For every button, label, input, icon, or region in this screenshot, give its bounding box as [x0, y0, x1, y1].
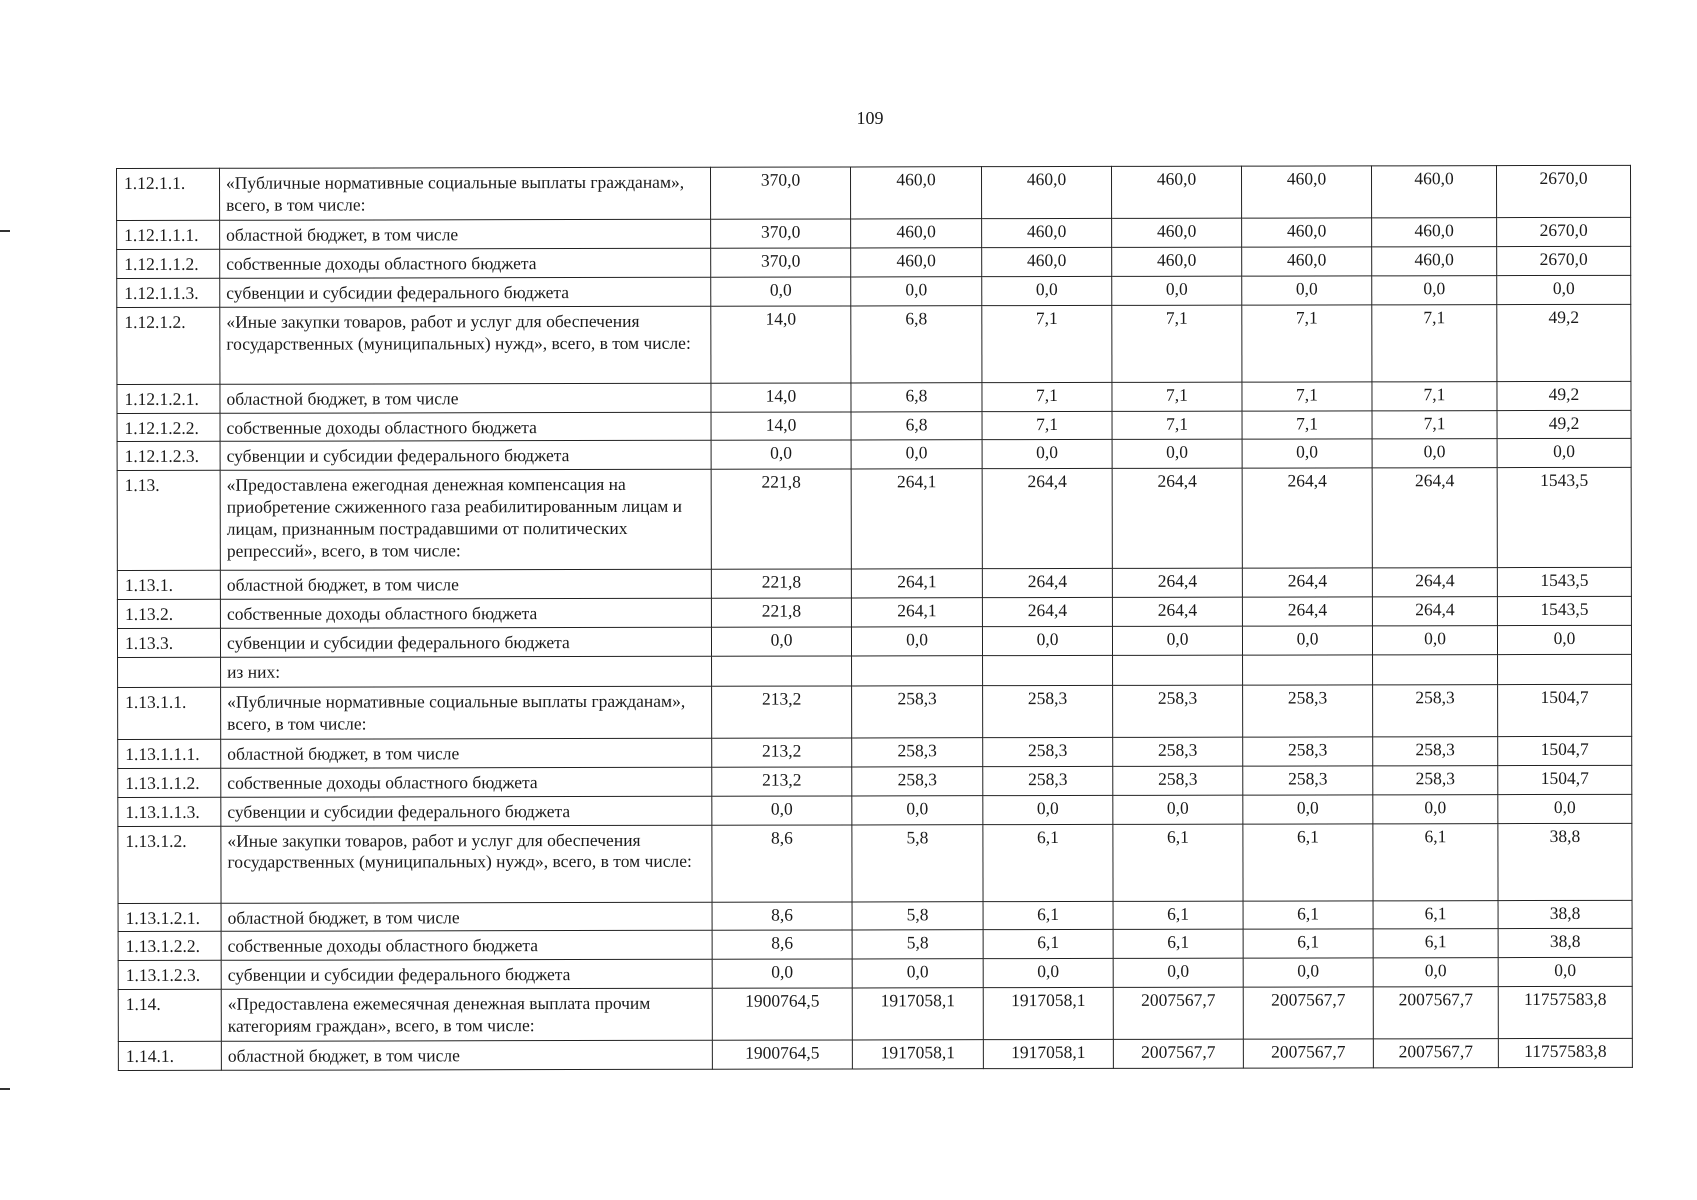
row-value: 6,1: [1113, 901, 1243, 930]
row-code: 1.12.1.1.1.: [117, 220, 220, 249]
table-row: [118, 794, 1632, 826]
row-value: 258,3: [852, 738, 983, 767]
row-code: 1.13.3.: [117, 628, 220, 657]
row-value: 49,2: [1497, 304, 1631, 381]
row-description: «Предоставлена ежегодная денежная компенсация на приобретение сжиженного газа реабилитированным лицам и лицам, признанным пострадавшими от политических репрессий», всего, в том числе:: [220, 470, 711, 571]
row-value: 460,0: [1242, 218, 1372, 247]
row-value: 0,0: [1242, 439, 1372, 468]
row-value: 370,0: [710, 167, 850, 219]
table-row: [117, 246, 1631, 278]
row-description: областной бюджет, в том числе: [220, 219, 711, 249]
row-value: 6,1: [1373, 929, 1498, 958]
row-value: 264,4: [1372, 597, 1497, 626]
row-value: 0,0: [1497, 625, 1631, 654]
row-value: 7,1: [982, 411, 1112, 440]
row-description: субвенции и субсидии федерального бюджета: [221, 960, 712, 990]
row-value: 0,0: [1373, 794, 1498, 823]
row-value: 6,8: [851, 382, 982, 411]
row-value: 7,1: [1112, 305, 1242, 382]
row-value: 7,1: [1242, 304, 1372, 381]
row-value: 460,0: [981, 166, 1111, 218]
row-code: 1.13.1.2.2.: [118, 932, 221, 961]
row-value: 258,3: [983, 737, 1113, 766]
row-value: 0,0: [983, 795, 1113, 824]
row-value: 460,0: [1242, 247, 1372, 276]
row-value: 5,8: [852, 901, 983, 930]
row-value: 7,1: [1112, 411, 1242, 440]
row-value: 6,1: [1373, 900, 1498, 929]
row-code: 1.13.: [117, 471, 220, 571]
row-value: 0,0: [1497, 439, 1631, 468]
row-value: 370,0: [711, 219, 851, 248]
row-value: 0,0: [982, 276, 1112, 305]
row-value: 0,0: [711, 627, 851, 656]
row-value: 0,0: [1112, 440, 1242, 469]
row-value: 14,0: [711, 411, 851, 440]
row-value: 2670,0: [1497, 246, 1631, 275]
row-value: 38,8: [1498, 929, 1632, 958]
table-row: [117, 410, 1631, 442]
row-value: 221,8: [711, 569, 851, 598]
row-value: 5,8: [852, 930, 983, 959]
row-code: 1.12.1.1.2.: [117, 249, 220, 278]
table-row: [117, 304, 1631, 384]
row-value: 6,1: [1243, 823, 1373, 900]
row-value: 460,0: [1372, 218, 1497, 247]
row-value: 49,2: [1497, 410, 1631, 439]
row-code: 1.12.1.2.2.: [117, 413, 220, 442]
row-description: областной бюджет, в том числе: [220, 570, 711, 600]
row-value: 1917058,1: [983, 988, 1113, 1040]
row-value: [1113, 655, 1243, 685]
row-description: «Иные закупки товаров, работ и услуг для обеспечения государственных (муниципальных) нужд», всего, в том числе:: [220, 306, 711, 384]
row-value: 1504,7: [1498, 765, 1632, 794]
row-value: 1917058,1: [852, 988, 983, 1040]
row-code: 1.13.1.2.3.: [118, 961, 221, 990]
row-description: областной бюджет, в том числе: [220, 383, 711, 413]
row-code: 1.12.1.2.1.: [117, 384, 220, 413]
row-value: 264,4: [1242, 568, 1372, 597]
row-description: областной бюджет, в том числе: [221, 738, 712, 768]
row-value: 460,0: [1112, 218, 1242, 247]
row-value: 460,0: [1111, 166, 1241, 218]
row-value: 7,1: [1372, 410, 1497, 439]
row-code: 1.12.1.2.: [117, 307, 220, 384]
table-row: [118, 654, 1632, 687]
table-row: [118, 1038, 1632, 1070]
row-value: 264,1: [851, 598, 982, 627]
table-row: [117, 381, 1631, 413]
row-value: 0,0: [982, 440, 1112, 469]
row-value: [852, 656, 983, 686]
table-row: [117, 217, 1631, 249]
row-value: 258,3: [1243, 766, 1373, 795]
row-description: «Публичные нормативные социальные выплаты гражданам», всего, в том числе:: [221, 686, 712, 739]
row-value: 460,0: [1241, 166, 1371, 218]
table-row: [118, 986, 1632, 1041]
row-value: 2007567,7: [1373, 987, 1498, 1039]
row-description: собственные доходы областного бюджета: [221, 931, 712, 961]
row-value: 258,3: [1373, 736, 1498, 765]
row-value: 1504,7: [1498, 684, 1632, 736]
row-value: 0,0: [711, 440, 851, 469]
table-row: [117, 596, 1631, 628]
row-value: 6,1: [1113, 930, 1243, 959]
row-value: [1498, 654, 1632, 684]
row-code: 1.13.1.1.3.: [118, 797, 221, 826]
row-code: 1.13.1.1.: [118, 687, 221, 739]
row-code: 1.13.1.: [117, 571, 220, 600]
row-value: 460,0: [1112, 247, 1242, 276]
table-row: [117, 439, 1631, 471]
row-value: 2670,0: [1496, 165, 1630, 217]
row-value: [1373, 654, 1498, 684]
row-code: 1.14.1.: [118, 1041, 221, 1070]
row-value: 6,1: [983, 930, 1113, 959]
row-value: 264,4: [982, 569, 1112, 598]
row-value: 460,0: [851, 219, 982, 248]
row-value: 213,2: [712, 767, 852, 796]
row-value: 264,4: [1242, 597, 1372, 626]
row-code: [118, 657, 221, 687]
row-description: «Публичные нормативные социальные выплаты гражданам», всего, в том числе:: [220, 167, 711, 220]
row-value: 460,0: [982, 218, 1112, 247]
row-value: 264,4: [982, 598, 1112, 627]
row-value: 0,0: [1242, 276, 1372, 305]
row-value: 14,0: [711, 383, 851, 412]
row-value: 0,0: [1497, 275, 1631, 304]
row-value: 460,0: [850, 167, 981, 219]
row-value: 264,4: [1112, 568, 1242, 597]
row-description: собственные доходы областного бюджета: [220, 412, 711, 442]
row-value: 0,0: [851, 276, 982, 305]
row-code: 1.13.1.2.: [118, 826, 221, 903]
row-value: 264,4: [1112, 597, 1242, 626]
row-value: 0,0: [1498, 794, 1632, 823]
row-value: 11757583,8: [1498, 1038, 1632, 1067]
row-value: 264,1: [851, 569, 982, 598]
row-description: из них:: [221, 656, 712, 687]
row-code: 1.12.1.2.3.: [117, 442, 220, 471]
row-value: 6,1: [1243, 900, 1373, 929]
table-row: [118, 684, 1632, 739]
row-value: 221,8: [711, 469, 851, 569]
row-description: собственные доходы областного бюджета: [220, 248, 711, 278]
row-value: 0,0: [1373, 958, 1498, 987]
row-code: 1.13.1.1.1.: [118, 739, 221, 768]
row-value: 2007567,7: [1113, 1039, 1243, 1068]
row-description: областной бюджет, в том числе: [221, 902, 712, 932]
row-value: 6,8: [851, 411, 982, 440]
row-value: 460,0: [1372, 246, 1497, 275]
row-value: 8,6: [712, 824, 852, 901]
row-value: 258,3: [983, 766, 1113, 795]
row-value: 258,3: [1113, 766, 1243, 795]
row-value: 0,0: [1372, 275, 1497, 304]
row-value: 0,0: [1372, 439, 1497, 468]
row-value: 38,8: [1498, 900, 1632, 929]
row-description: субвенции и субсидии федерального бюджета: [221, 796, 712, 826]
row-value: 213,2: [712, 738, 852, 767]
row-value: 0,0: [852, 795, 983, 824]
row-value: 0,0: [851, 440, 982, 469]
row-description: собственные доходы областного бюджета: [221, 767, 712, 797]
row-value: 8,6: [712, 930, 852, 959]
row-value: 7,1: [982, 382, 1112, 411]
row-value: 1900764,5: [712, 988, 852, 1040]
table-row: [118, 900, 1632, 932]
row-value: 0,0: [711, 277, 851, 306]
row-value: 14,0: [711, 306, 851, 383]
row-code: 1.12.1.1.3.: [117, 278, 220, 307]
row-value: 38,8: [1498, 823, 1632, 900]
row-value: [1243, 655, 1373, 685]
row-value: 264,1: [851, 469, 982, 569]
row-value: 2007567,7: [1243, 1039, 1373, 1068]
row-value: 0,0: [1242, 626, 1372, 655]
row-value: 0,0: [712, 959, 852, 988]
row-value: 258,3: [1113, 737, 1243, 766]
row-description: собственные доходы областного бюджета: [220, 598, 711, 628]
row-value: 1543,5: [1497, 468, 1631, 568]
row-value: 264,4: [1112, 468, 1242, 568]
table-row: [118, 929, 1632, 961]
page-number: 109: [856, 108, 884, 128]
row-value: 1543,5: [1497, 596, 1631, 625]
row-value: 5,8: [852, 824, 983, 901]
row-value: 8,6: [712, 901, 852, 930]
row-value: 213,2: [712, 686, 852, 738]
row-value: 0,0: [851, 627, 982, 656]
row-value: 2670,0: [1497, 217, 1631, 246]
row-value: 7,1: [982, 305, 1112, 382]
table-row: [117, 625, 1631, 657]
row-value: 0,0: [1243, 958, 1373, 987]
row-description: «Предоставлена ежемесячная денежная выплата прочим категориям граждан», всего, в том числе:: [221, 988, 712, 1041]
row-value: 11757583,8: [1498, 986, 1632, 1038]
row-value: [983, 655, 1113, 685]
table-row: [117, 165, 1631, 220]
row-value: 1504,7: [1498, 736, 1632, 765]
row-description: субвенции и субсидии федерального бюджета: [220, 441, 711, 471]
row-code: 1.13.1.1.2.: [118, 768, 221, 797]
row-code: 1.13.1.2.1.: [118, 903, 221, 932]
row-value: 6,8: [851, 305, 982, 382]
margin-mark: [0, 230, 10, 232]
row-value: 1543,5: [1497, 568, 1631, 597]
table-row: [118, 823, 1632, 903]
row-value: 258,3: [983, 685, 1113, 737]
row-value: 1900764,5: [712, 1040, 852, 1069]
row-value: 6,1: [983, 901, 1113, 930]
row-value: 7,1: [1372, 304, 1497, 381]
table-row: [117, 275, 1631, 307]
table-row: [117, 568, 1631, 600]
row-code: 1.13.2.: [117, 599, 220, 628]
row-value: 0,0: [852, 959, 983, 988]
row-value: 2007567,7: [1113, 987, 1243, 1039]
row-value: 264,4: [1372, 468, 1497, 568]
row-description: «Иные закупки товаров, работ и услуг для обеспечения государственных (муниципальных) нужд», всего, в том числе:: [221, 825, 712, 903]
row-value: 258,3: [1373, 684, 1498, 736]
row-value: 264,4: [982, 469, 1112, 569]
row-description: субвенции и субсидии федерального бюджета: [220, 277, 711, 307]
row-value: 264,4: [1372, 568, 1497, 597]
row-value: 0,0: [712, 796, 852, 825]
row-value: 0,0: [1243, 794, 1373, 823]
table-row: [118, 736, 1632, 768]
row-value: 258,3: [852, 686, 983, 738]
row-value: 2007567,7: [1373, 1039, 1498, 1068]
row-value: 460,0: [851, 248, 982, 277]
row-value: 258,3: [1113, 685, 1243, 737]
row-value: 49,2: [1497, 381, 1631, 410]
row-value: 7,1: [1242, 381, 1372, 410]
row-value: 370,0: [711, 248, 851, 277]
row-value: 258,3: [1243, 685, 1373, 737]
row-value: 0,0: [982, 626, 1112, 655]
table-row: [118, 765, 1632, 797]
row-value: 0,0: [1113, 958, 1243, 987]
row-description: областной бюджет, в том числе: [221, 1040, 712, 1070]
row-value: 258,3: [1243, 737, 1373, 766]
row-value: 258,3: [1373, 765, 1498, 794]
row-value: 0,0: [1112, 626, 1242, 655]
row-value: 6,1: [1243, 929, 1373, 958]
row-value: 221,8: [711, 598, 851, 627]
row-value: 460,0: [982, 247, 1112, 276]
row-value: 7,1: [1242, 410, 1372, 439]
row-value: 1917058,1: [983, 1040, 1113, 1069]
table-row: [117, 468, 1631, 571]
row-code: 1.12.1.1.: [117, 168, 220, 220]
row-value: 1917058,1: [852, 1040, 983, 1069]
row-value: 6,1: [1113, 824, 1243, 901]
row-code: 1.14.: [118, 989, 221, 1041]
row-value: 264,4: [1242, 468, 1372, 568]
row-value: 0,0: [1112, 276, 1242, 305]
table-body: [117, 165, 1633, 1070]
budget-table: [116, 165, 1633, 1071]
row-value: 6,1: [1373, 823, 1498, 900]
row-value: 0,0: [1372, 626, 1497, 655]
row-value: 0,0: [1498, 958, 1632, 987]
table-row: [118, 958, 1632, 990]
row-value: 460,0: [1371, 166, 1496, 218]
row-description: субвенции и субсидии федерального бюджета: [220, 627, 711, 657]
row-value: 2007567,7: [1243, 987, 1373, 1039]
row-value: 7,1: [1372, 381, 1497, 410]
row-value: 0,0: [1113, 795, 1243, 824]
row-value: [712, 656, 852, 686]
row-value: 7,1: [1112, 382, 1242, 411]
row-value: 0,0: [983, 959, 1113, 988]
row-value: 6,1: [983, 824, 1113, 901]
margin-mark: [0, 1088, 10, 1090]
row-value: 258,3: [852, 766, 983, 795]
